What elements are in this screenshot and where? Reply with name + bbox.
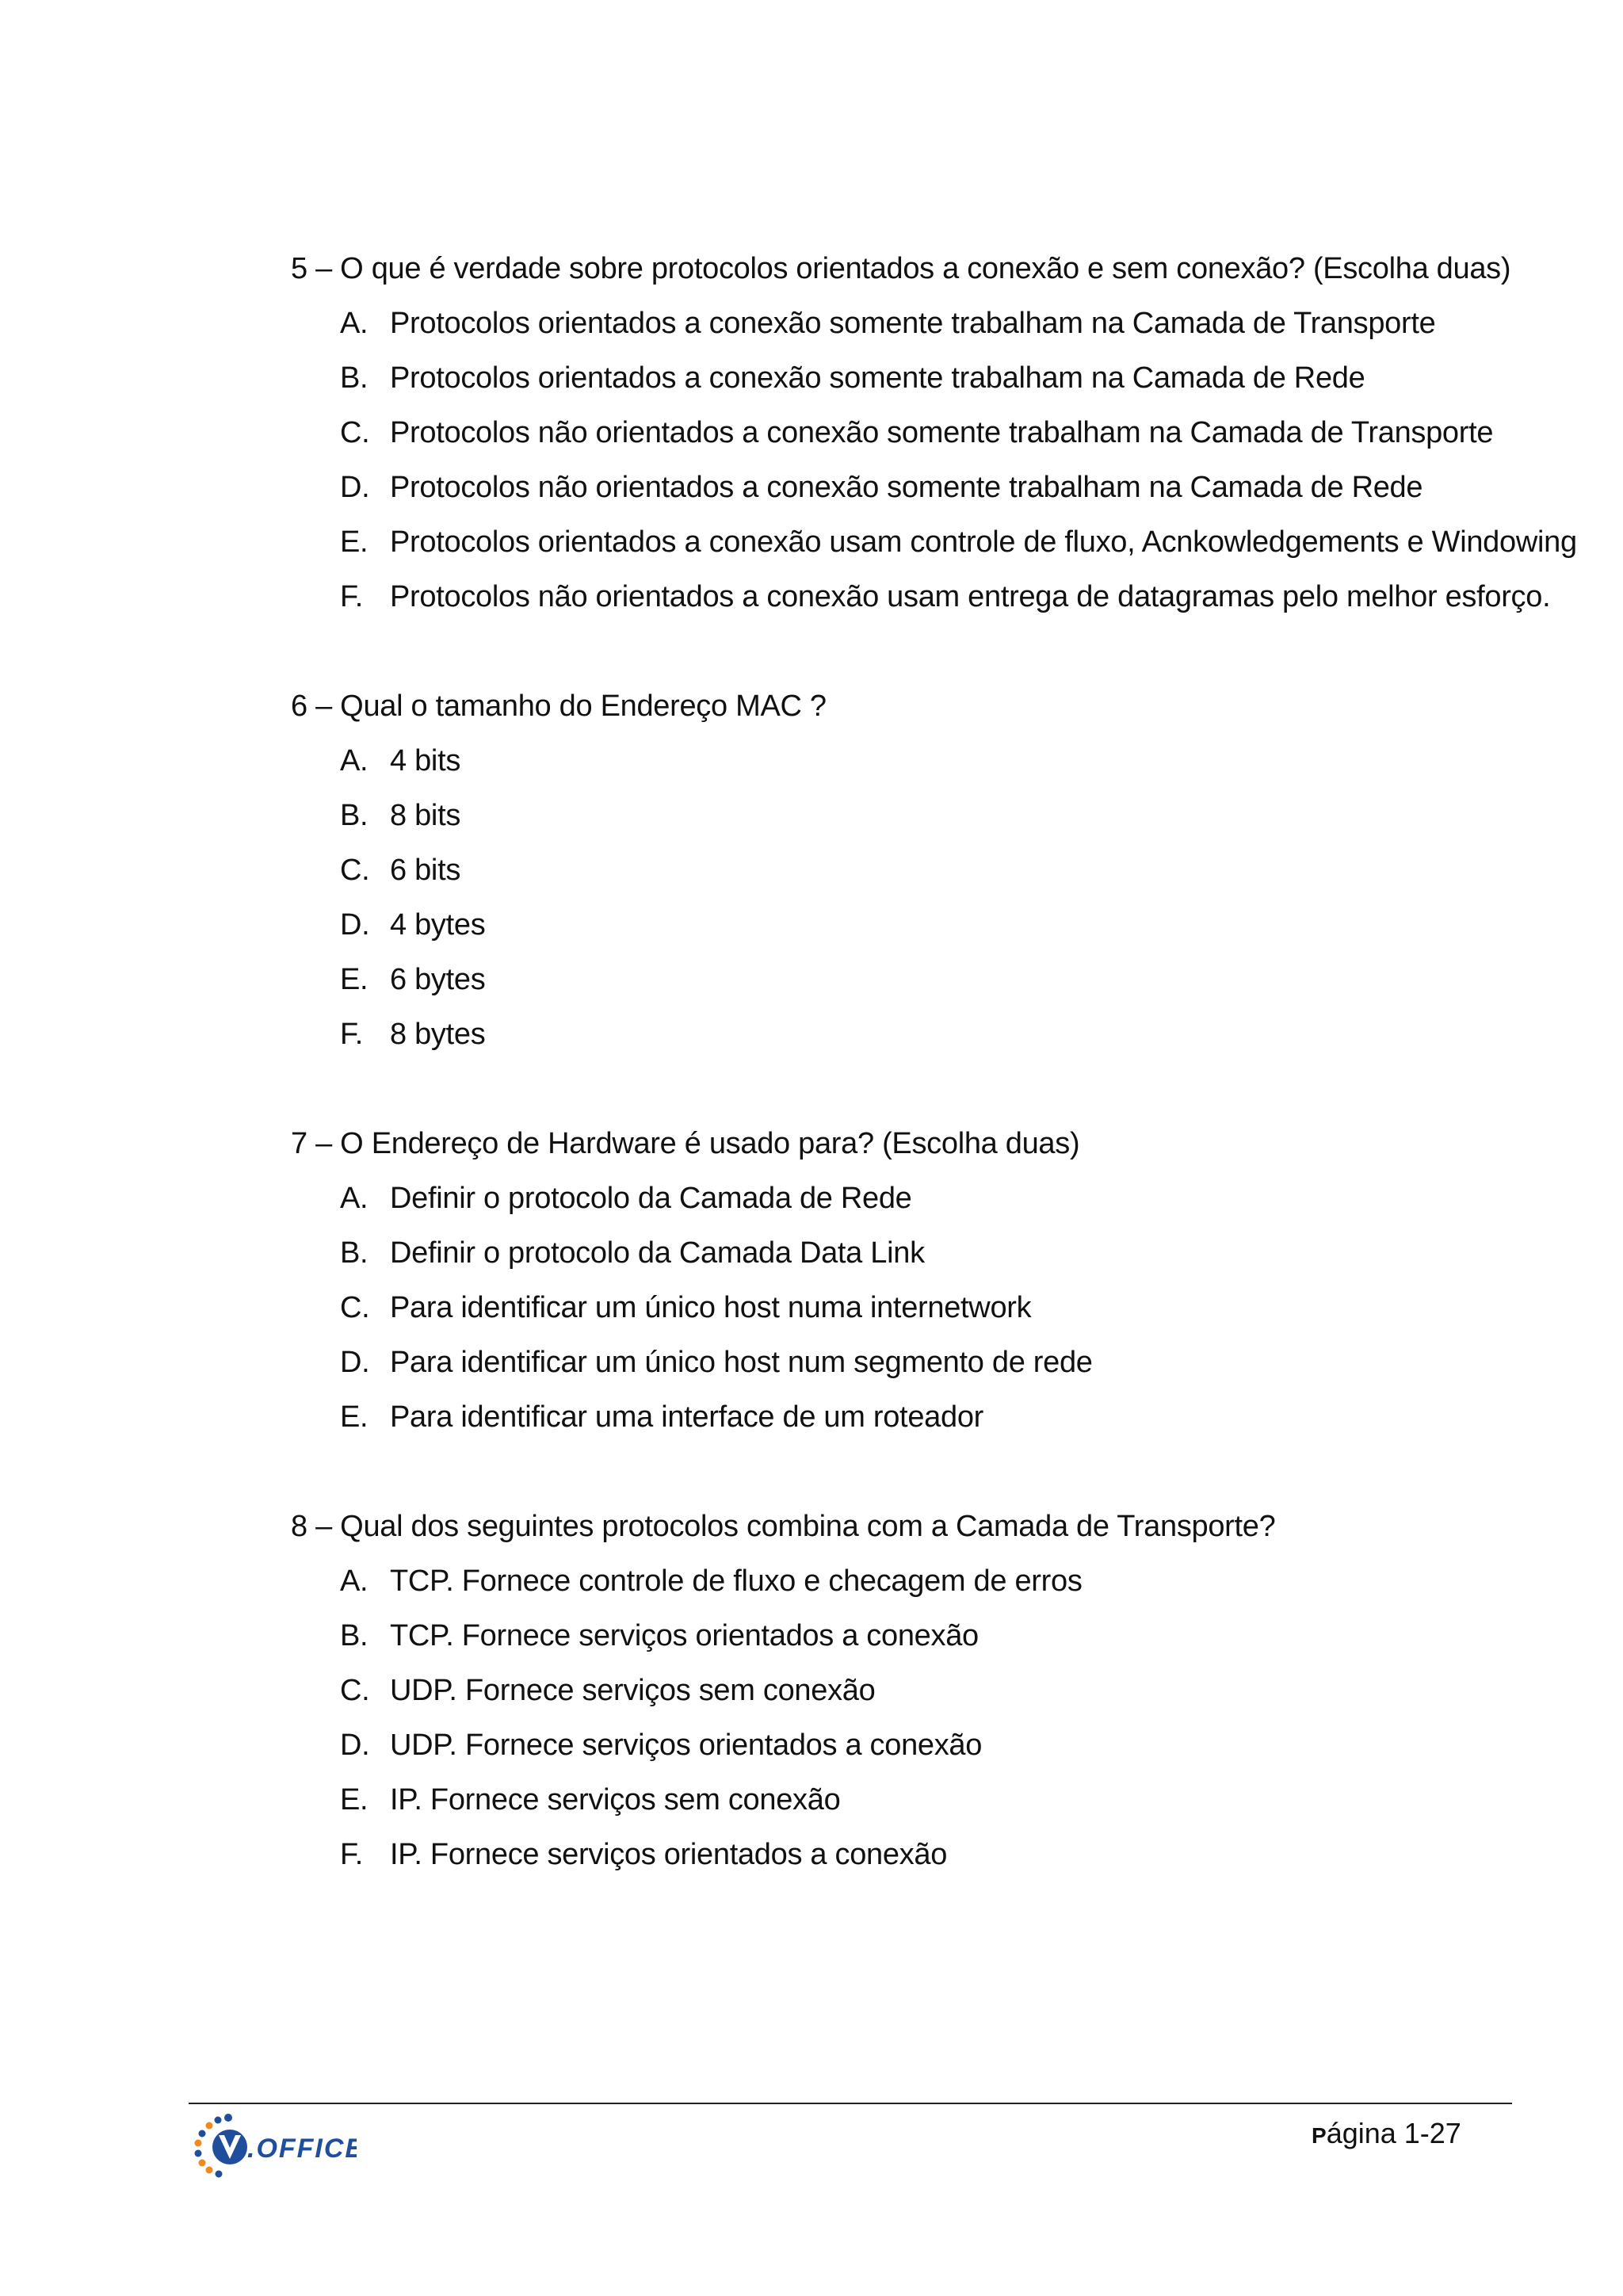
- option-letter: E.: [340, 1400, 369, 1434]
- footer-divider: [189, 2103, 1512, 2104]
- option-text: 4 bytes: [390, 908, 486, 942]
- option-item: [291, 515, 1577, 570]
- option-letter: B.: [340, 1619, 369, 1652]
- option-item: [291, 1281, 1559, 1335]
- option-item: [291, 789, 1559, 843]
- option-text: Para identificar uma interface de um roteador: [390, 1400, 984, 1434]
- option-letter: B.: [340, 1236, 369, 1270]
- page-number-text: ágina 1-27: [1326, 2117, 1461, 2149]
- option-text: Protocolos não orientados a conexão somente trabalham na Camada de Transporte: [390, 416, 1494, 449]
- v-office-logo-icon: [190, 2111, 357, 2191]
- option-item: [291, 1773, 1559, 1828]
- option-letter: B.: [340, 799, 369, 832]
- option-text: UDP. Fornece serviços orientados a conexão: [390, 1729, 983, 1762]
- option-item: [291, 296, 1559, 351]
- option-item: [291, 1335, 1559, 1390]
- option-letter: F.: [340, 580, 363, 613]
- option-letter: A.: [340, 307, 369, 340]
- option-letter: E.: [340, 525, 369, 559]
- option-text: TCP. Fornece serviços orientados a conexão: [390, 1619, 979, 1652]
- option-item: [291, 843, 1559, 898]
- option-text: 4 bits: [390, 744, 461, 777]
- option-letter: C.: [340, 1674, 370, 1707]
- option-item: [291, 1390, 1559, 1445]
- option-text: UDP. Fornece serviços sem conexão: [390, 1674, 876, 1707]
- question-text: 8 – Qual dos seguintes protocolos combina com a Camada de Transporte?: [291, 1510, 1276, 1543]
- option-letter: D.: [340, 471, 370, 504]
- option-letter: D.: [340, 1729, 370, 1762]
- option-letter: E.: [340, 963, 369, 996]
- option-item: [291, 898, 1559, 953]
- option-item: [291, 1171, 1559, 1226]
- option-letter: E.: [340, 1783, 369, 1817]
- option-text: TCP. Fornece controle de fluxo e checagem de erros: [390, 1564, 1083, 1598]
- page-number: [1312, 2115, 1461, 2155]
- question-text: 5 – O que é verdade sobre protocolos orientados a conexão e sem conexão? (Escolha duas): [291, 252, 1511, 285]
- option-list: [291, 734, 1559, 1062]
- question-text: 6 – Qual o tamanho do Endereço MAC ?: [291, 690, 827, 723]
- option-text: Para identificar um único host numa internetwork: [390, 1291, 1032, 1324]
- option-text: Para identificar um único host num segmento de rede: [390, 1346, 1093, 1379]
- option-item: [291, 1007, 1559, 1062]
- option-letter: A.: [340, 744, 369, 777]
- option-text: 8 bits: [390, 799, 461, 832]
- question-text: 7 – O Endereço de Hardware é usado para? (Escolha duas): [291, 1127, 1080, 1160]
- option-item: [291, 406, 1559, 460]
- option-text: 6 bits: [390, 854, 461, 887]
- option-item: [291, 1609, 1559, 1664]
- option-text: IP. Fornece serviços orientados a conexão: [390, 1838, 948, 1871]
- question-8: [291, 1499, 1559, 1882]
- option-item: [291, 1554, 1559, 1609]
- option-letter: A.: [340, 1564, 369, 1598]
- option-item: [291, 734, 1559, 789]
- question-list: [291, 242, 1577, 1937]
- option-text: Definir o protocolo da Camada de Rede: [390, 1182, 912, 1215]
- option-text: 6 bytes: [390, 963, 486, 996]
- option-letter: C.: [340, 1291, 370, 1324]
- option-text: Protocolos orientados a conexão somente trabalham na Camada de Transporte: [390, 307, 1436, 340]
- option-item: [291, 460, 1559, 515]
- option-letter: F.: [340, 1018, 363, 1051]
- question-5: [291, 242, 1577, 625]
- option-letter: B.: [340, 361, 369, 395]
- option-letter: D.: [340, 1346, 370, 1379]
- page-number-prefix: P: [1312, 2123, 1327, 2148]
- question-7: [291, 1117, 1559, 1445]
- option-letter: A.: [340, 1182, 369, 1215]
- option-letter: C.: [340, 416, 370, 449]
- option-list: [291, 1554, 1559, 1882]
- option-list: [291, 1171, 1559, 1445]
- option-letter: C.: [340, 854, 370, 887]
- option-list: [291, 296, 1577, 625]
- option-item: [291, 1226, 1559, 1281]
- option-text: Protocolos não orientados a conexão usam entrega de datagramas pelo melhor esforço.: [390, 580, 1551, 613]
- option-text: Protocolos orientados a conexão somente trabalham na Camada de Rede: [390, 361, 1365, 395]
- option-item: [291, 351, 1559, 406]
- option-text: 8 bytes: [390, 1018, 486, 1051]
- option-item: [291, 1718, 1559, 1773]
- option-item: [291, 1664, 1559, 1718]
- option-text: IP. Fornece serviços sem conexão: [390, 1783, 841, 1817]
- option-text: Definir o protocolo da Camada Data Link: [390, 1236, 925, 1270]
- option-letter: F.: [340, 1838, 363, 1871]
- option-item: [291, 953, 1559, 1007]
- option-letter: D.: [340, 908, 370, 942]
- option-text: Protocolos não orientados a conexão somente trabalham na Camada de Rede: [390, 471, 1423, 504]
- svg-text:.OFFICE: .OFFICE: [247, 2134, 357, 2164]
- option-item: [291, 570, 1559, 625]
- question-6: [291, 679, 1559, 1062]
- option-text: Protocolos orientados a conexão usam controle de fluxo, Acnkowledgements e Windowing: [390, 525, 1577, 559]
- option-item: [291, 1828, 1559, 1882]
